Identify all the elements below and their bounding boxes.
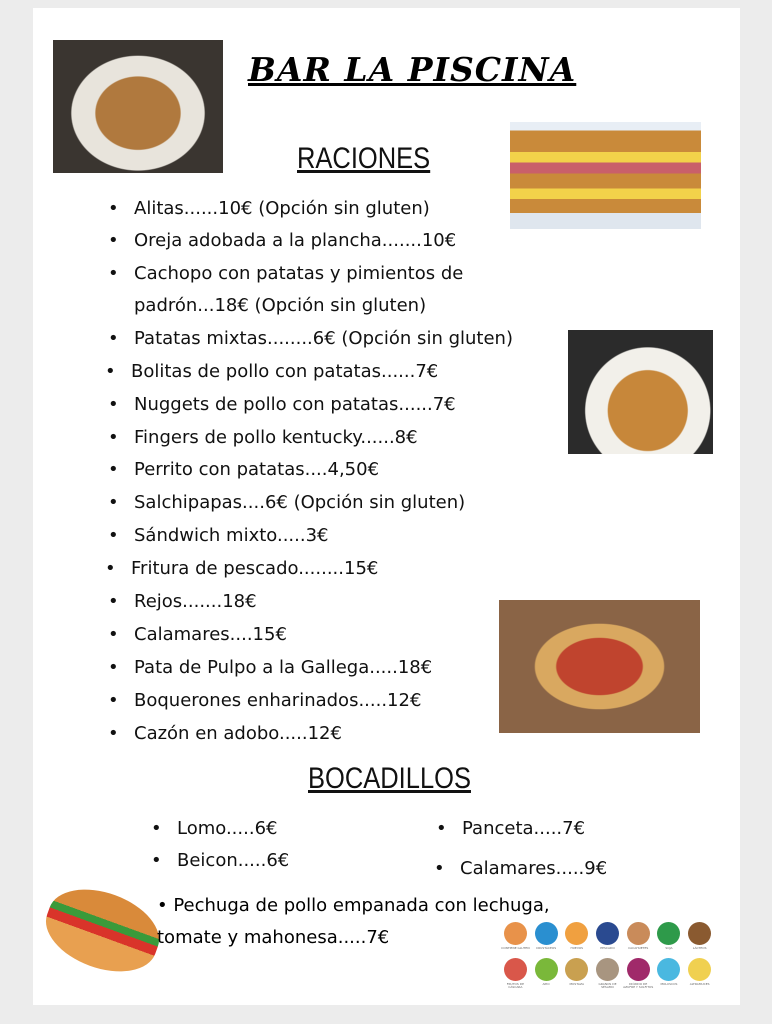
allergen-item bbox=[654, 922, 685, 954]
allergen-icon bbox=[688, 922, 711, 945]
allergen-label: DIÓXIDO DE AZUFRE Y SULFITOS bbox=[623, 982, 654, 989]
allergen-item bbox=[500, 922, 531, 954]
racion-item: • Boquerones enharinados.....12€ bbox=[134, 689, 421, 713]
racion-item: • Nuggets de pollo con patatas......7€ bbox=[134, 393, 456, 417]
sandwich-photo bbox=[510, 122, 701, 229]
allergen-label: CRUSTÁCEOS bbox=[535, 946, 557, 950]
allergen-item bbox=[684, 922, 715, 954]
allergen-label: MOSTAZA bbox=[569, 982, 585, 986]
bocadillo-item: • Panceta.....7€ bbox=[462, 817, 585, 841]
alitas-photo bbox=[53, 40, 223, 173]
racion-item: • Cazón en adobo.....12€ bbox=[134, 722, 342, 746]
racion-item: • Pata de Pulpo a la Gallega.....18€ bbox=[134, 656, 432, 680]
allergen-icon bbox=[504, 922, 527, 945]
allergen-icon bbox=[688, 958, 711, 981]
allergen-icon bbox=[627, 958, 650, 981]
racion-item: • Perrito con patatas....4,50€ bbox=[134, 458, 379, 482]
allergen-label: MOLUSCOS bbox=[660, 982, 678, 986]
allergen-label: HUEVOS bbox=[570, 946, 584, 950]
allergen-icon bbox=[535, 922, 558, 945]
racion-item: • Cachopo con patatas y pimientos de bbox=[134, 262, 463, 286]
allergen-icon bbox=[596, 922, 619, 945]
racion-item: • Calamares....15€ bbox=[134, 623, 287, 647]
racion-item: padrón...18€ (Opción sin gluten) bbox=[134, 295, 427, 316]
bar-title: BAR LA PISCINA bbox=[248, 50, 577, 89]
allergen-label: APIO bbox=[542, 982, 550, 986]
allergen-item bbox=[500, 958, 531, 990]
bocadillo-item: • Beicon.....6€ bbox=[177, 849, 289, 873]
bocadillo-item: • Calamares.....9€ bbox=[460, 857, 607, 881]
allergen-item bbox=[561, 958, 592, 990]
allergen-item bbox=[623, 958, 654, 990]
allergen-icon bbox=[504, 958, 527, 981]
allergen-label: GRANOS DE SÉSAMO bbox=[598, 982, 617, 989]
racion-item: • Patatas mixtas........6€ (Opción sin gluten) bbox=[134, 327, 513, 351]
racion-item: • Sándwich mixto.....3€ bbox=[134, 524, 329, 548]
bocadillo-long-line2: tomate y mahonesa.....7€ bbox=[157, 927, 390, 948]
allergen-label: ALTRAMUCES bbox=[689, 982, 710, 986]
allergen-item bbox=[623, 922, 654, 954]
allergen-icon bbox=[657, 922, 680, 945]
raciones-heading: RACIONES bbox=[297, 142, 431, 175]
pulpo-photo bbox=[499, 600, 700, 733]
allergen-label: PESCADO bbox=[600, 946, 615, 950]
racion-item: • Salchipapas....6€ (Opción sin gluten) bbox=[134, 491, 465, 515]
allergen-item bbox=[531, 958, 562, 990]
racion-item: • Oreja adobada a la plancha.......10€ bbox=[134, 229, 456, 253]
allergen-legend bbox=[500, 922, 715, 990]
racion-item: • Fingers de pollo kentucky......8€ bbox=[134, 426, 418, 450]
bocadillos-heading: BOCADILLOS bbox=[308, 762, 471, 795]
allergen-label: CACAHUETES bbox=[628, 946, 649, 950]
allergen-icon bbox=[627, 922, 650, 945]
allergen-icon bbox=[657, 958, 680, 981]
allergen-label: CONTIENE GLUTEN bbox=[501, 946, 530, 950]
racion-item: • Alitas......10€ (Opción sin gluten) bbox=[134, 197, 430, 221]
allergen-label: LÁCTEOS bbox=[692, 946, 707, 950]
allergen-label: SOJA bbox=[665, 946, 673, 950]
racion-item: • Fritura de pescado........15€ bbox=[131, 557, 378, 581]
allergen-item bbox=[531, 922, 562, 954]
allergen-icon bbox=[535, 958, 558, 981]
racion-item: • Rejos.......18€ bbox=[134, 590, 257, 614]
allergen-item bbox=[654, 958, 685, 990]
allergen-icon bbox=[565, 958, 588, 981]
bocadillo-item: • Lomo.....6€ bbox=[177, 817, 277, 841]
allergen-item bbox=[561, 922, 592, 954]
cachopo-photo bbox=[568, 330, 713, 454]
allergen-item bbox=[592, 958, 623, 990]
bocadillo-long-line1: • Pechuga de pollo empanada con lechuga, bbox=[157, 895, 550, 916]
allergen-item bbox=[592, 922, 623, 954]
allergen-icon bbox=[565, 922, 588, 945]
allergen-icon bbox=[596, 958, 619, 981]
allergen-item bbox=[684, 958, 715, 990]
racion-item: • Bolitas de pollo con patatas......7€ bbox=[131, 360, 438, 384]
allergen-label: FRUTOS DE CÁSCARA bbox=[506, 982, 524, 989]
